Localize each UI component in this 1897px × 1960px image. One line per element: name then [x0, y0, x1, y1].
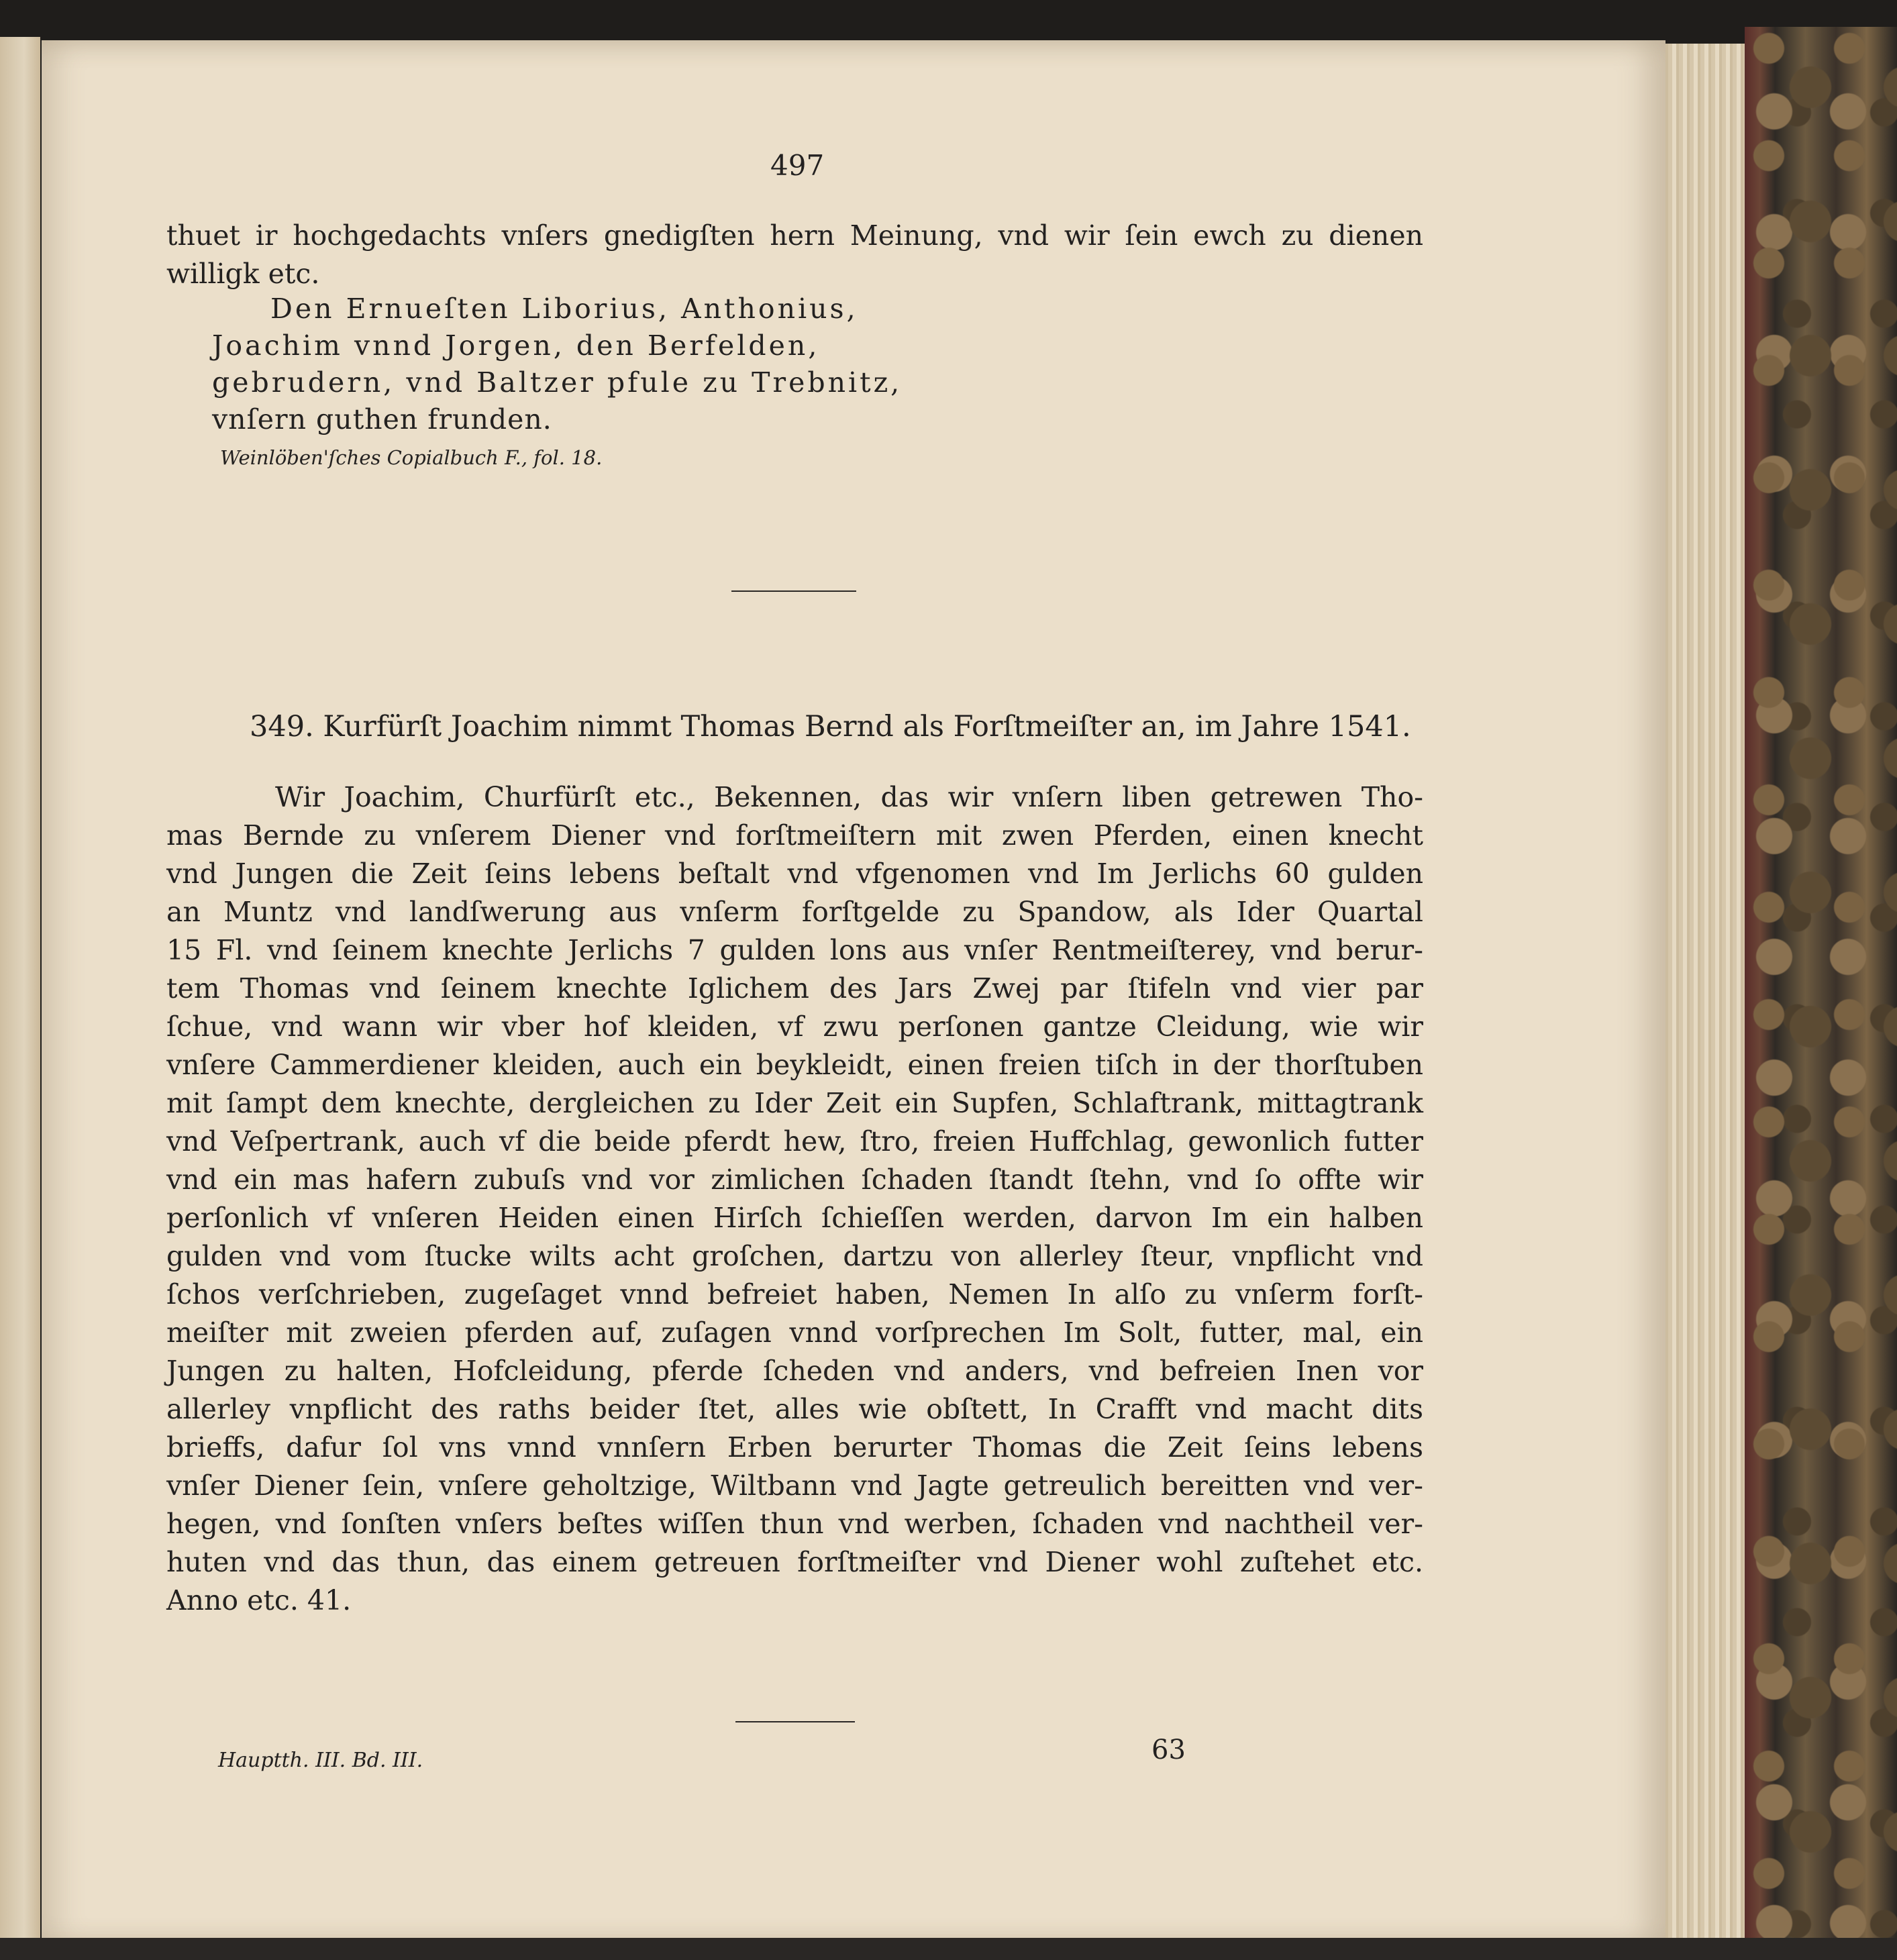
section-divider: [731, 590, 856, 592]
section-heading: 349. Kurfürſt Joachim nimmt Thomas Bernd als Forſtmeiſter an, im Jahre 1541.: [250, 710, 1411, 743]
text-line: Wir Joachim, Churfürſt etc., Bekennen, das wir vnſern liben getrewen Tho-: [275, 781, 1423, 813]
text-line: willigk etc.: [166, 258, 320, 290]
text-line: brieffs, dafur ſol vns vnnd vnnſern Erben berurter Thomas die Zeit ſeins lebens: [166, 1431, 1423, 1463]
signature-mark: Hauptth. III. Bd. III.: [218, 1749, 423, 1772]
footer-divider: [735, 1721, 855, 1722]
greeting-line: gebrudern, vnd Baltzer pfule zu Trebnitz,: [212, 366, 903, 399]
text-line: mas Bernde zu vnſerem Diener vnd forſtmeiſtern mit zwen Pferden, einen knecht: [166, 819, 1423, 852]
sheet-number: 63: [1151, 1735, 1186, 1765]
text-line: huten vnd das thun, das einem getreuen forſtmeiſter vnd Diener wohl zuſtehet etc.: [166, 1546, 1423, 1578]
text-line: hegen, vnd ſonſten vnſers beſtes wiſſen thun vnd werben, ſchaden vnd nachtheil ver-: [166, 1508, 1423, 1540]
text-line: allerley vnpflicht des raths beider ſtet, alles wie obſtett, In Crafft vnd macht dits: [166, 1393, 1423, 1425]
text-line: an Muntz vnd landſwerung aus vnſerm forſtgelde zu Spandow, als Ider Quartal: [166, 896, 1423, 928]
text-line: thuet ir hochgedachts vnſers gnedigſten hern Meinung, vnd wir ſein ewch zu dienen: [166, 219, 1423, 252]
left-page-edge: [0, 37, 40, 1960]
text-line: perſonlich vf vnſeren Heiden einen Hirſch ſchieſſen werden, darvon Im ein halben: [166, 1202, 1423, 1234]
page-number: 497: [770, 149, 825, 182]
text-line: mit ſampt dem knechte, dergleichen zu Ider Zeit ein Supfen, Schlaftrank, mittagtrank: [166, 1087, 1423, 1119]
text-line: Jungen zu halten, Hofcleidung, pferde ſcheden vnd anders, vnd befreien Inen vor: [166, 1355, 1423, 1387]
text-line: gulden vnd vom ſtucke wilts acht groſchen, dartzu von allerley ſteur, vnpflicht vnd: [166, 1240, 1423, 1272]
text-line: Anno etc. 41.: [166, 1584, 352, 1616]
text-line: tem Thomas vnd ſeinem knechte Iglichem des Jars Zwej par ſtifeln vnd vier par: [166, 972, 1423, 1004]
text-line: ſchue, vnd wann wir vber hof kleiden, vf zwu perſonen gantze Cleidung, wie wir: [166, 1011, 1423, 1043]
greeting-line: Den Ernueſten Liborius, Anthonius,: [270, 293, 858, 325]
text-line: vnſere Cammerdiener kleiden, auch ein beykleidt, einen freien tiſch in der thorſtuben: [166, 1049, 1423, 1081]
text-line: 15 Fl. vnd ſeinem knechte Jerlichs 7 gulden lons aus vnſer Rentmeiſterey, vnd berur-: [166, 934, 1423, 966]
text-line: vnd Jungen die Zeit ſeins lebens beſtalt vnd vfgenomen vnd Im Jerlichs 60 gulden: [166, 858, 1423, 890]
greeting-line: Joachim vnnd Jorgen, den Berfelden,: [212, 329, 820, 362]
source-note: Weinlöben'ſches Copialbuch F., fol. 18.: [220, 446, 603, 469]
bottom-shadow: [0, 1938, 1897, 1960]
text-line: vnd Veſpertrank, auch vf die beide pferdt hew, ſtro, freien Huffchlag, gewonlich futter: [166, 1125, 1423, 1157]
page-stack-edges: [1657, 44, 1745, 1943]
greeting-line: vnſern guthen frunden.: [212, 403, 552, 435]
text-line: meiſter mit zweien pferden auf, zuſagen vnnd vorſprechen Im Solt, futter, mal, ein: [166, 1317, 1423, 1349]
marbled-binding: [1745, 27, 1897, 1960]
text-line: ſchos verſchrieben, zugeſaget vnnd befreiet haben, Nemen In alſo zu vnſerm forſt-: [166, 1278, 1423, 1310]
text-line: vnſer Diener ſein, vnſere geholtzige, Wiltbann vnd Jagte getreulich bereitten vnd ver-: [166, 1469, 1423, 1502]
text-line: vnd ein mas hafern zubuſs vnd vor zimlichen ſchaden ſtandt ſtehn, vnd ſo offte wir: [166, 1164, 1423, 1196]
